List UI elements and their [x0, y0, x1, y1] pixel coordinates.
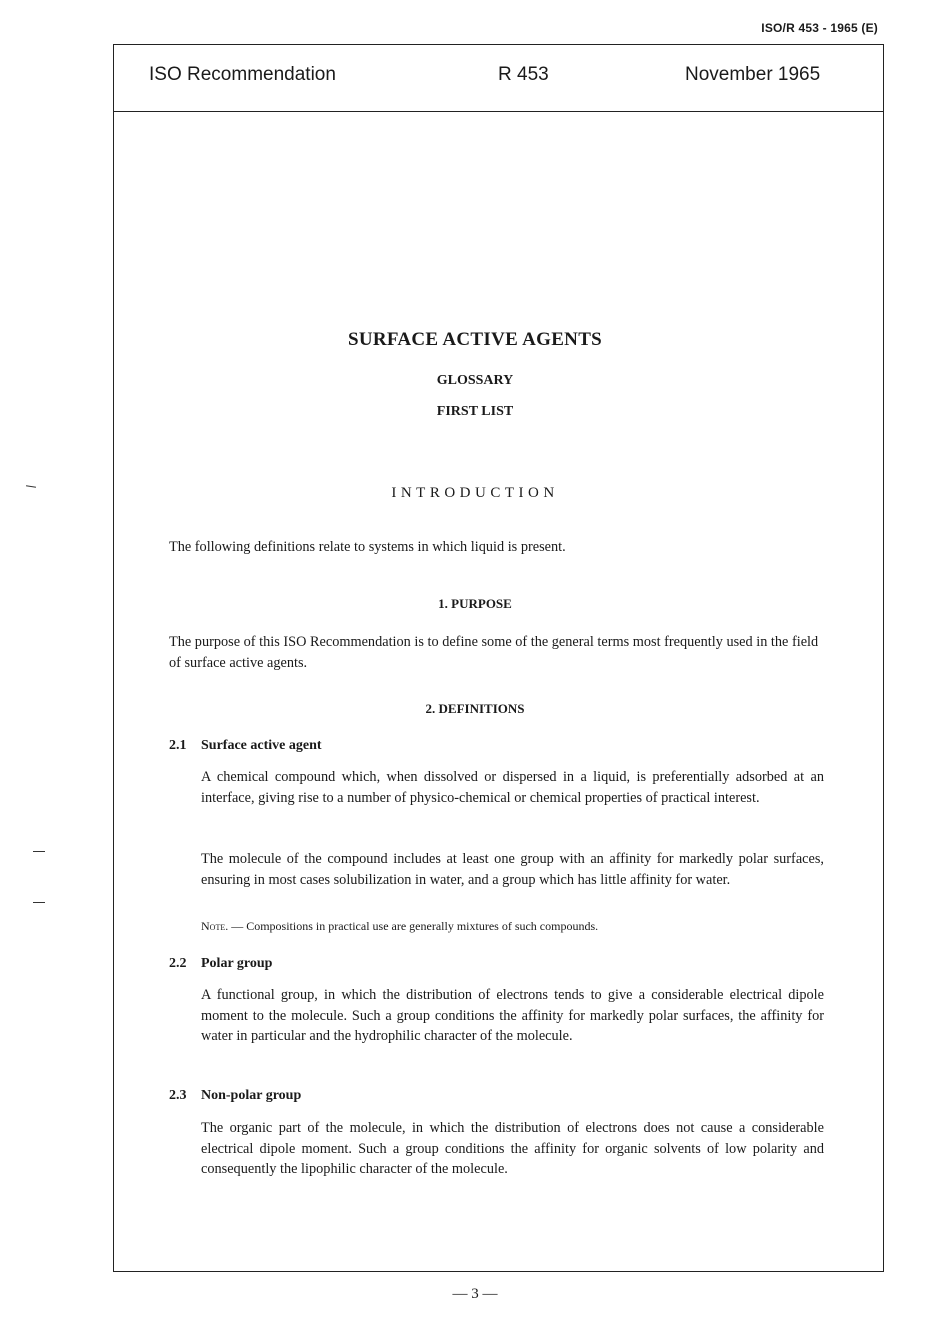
- introduction-heading: INTRODUCTION: [391, 485, 559, 501]
- section-purpose-text: The purpose of this ISO Recommendation is to define some of the general terms most frequently used in the field of surface active agents.: [169, 634, 819, 671]
- page-number: — 3 —: [452, 1286, 498, 1302]
- definition-paragraph: A chemical compound which, when dissolved or dispersed in a liquid, is preferentially adsorbed at an interface, giving rise to a number of physico-chemical or chemical properties of practical interest.: [201, 769, 824, 806]
- definition-paragraph: A functional group, in which the distribution of electrons tends to give a considerable electrical dipole moment to the molecule. Such a group conditions the affinity for markedly polar surfaces, the affinity for water in particular and the hydrophilic character of the molecule.: [201, 987, 824, 1044]
- margin-mark: [33, 851, 45, 852]
- definition-heading: [169, 1088, 301, 1104]
- section-purpose-heading: 1. PURPOSE: [438, 596, 512, 611]
- definition-term: Surface active agent: [201, 738, 322, 753]
- note-label: Note. —: [201, 919, 244, 933]
- definition-number: 2.2: [169, 956, 187, 971]
- document-code: ISO/R 453 - 1965 (E): [761, 21, 878, 35]
- definition-term: Non-polar group: [201, 1088, 302, 1103]
- definition-term: Polar group: [201, 956, 273, 971]
- document-subtitle-glossary: GLOSSARY: [436, 373, 514, 388]
- introduction-text: The following definitions relate to systems in which liquid is present.: [169, 539, 566, 555]
- definition-note: [201, 919, 598, 934]
- definition-heading: [169, 956, 272, 972]
- definition-number: 2.1: [169, 738, 187, 753]
- header-date: November 1965: [685, 64, 821, 85]
- document-title: SURFACE ACTIVE AGENTS: [347, 329, 603, 350]
- definition-heading: [169, 738, 322, 754]
- header-row: [114, 45, 883, 112]
- definition-paragraph: The organic part of the molecule, in which the distribution of electrons does not cause a considerable electrical dipole moment. Such a group conditions the affinity for organic solvents of low polarity and consequently the lipophilic character of the molecule.: [201, 1120, 824, 1177]
- note-text: Compositions in practical use are generally mixtures of such compounds.: [246, 919, 599, 933]
- definition-number: 2.3: [169, 1088, 187, 1103]
- header-number: R 453: [498, 64, 549, 85]
- document-subtitle-list: FIRST LIST: [436, 404, 514, 419]
- header-standard-type: ISO Recommendation: [149, 64, 336, 85]
- definition-paragraph: The molecule of the compound includes at least one group with an affinity for markedly polar surfaces, ensuring in most cases solubilization in water, and a group which has little affinity for water.: [201, 851, 824, 888]
- margin-mark: [33, 902, 45, 903]
- section-definitions-heading: 2. DEFINITIONS: [425, 701, 525, 716]
